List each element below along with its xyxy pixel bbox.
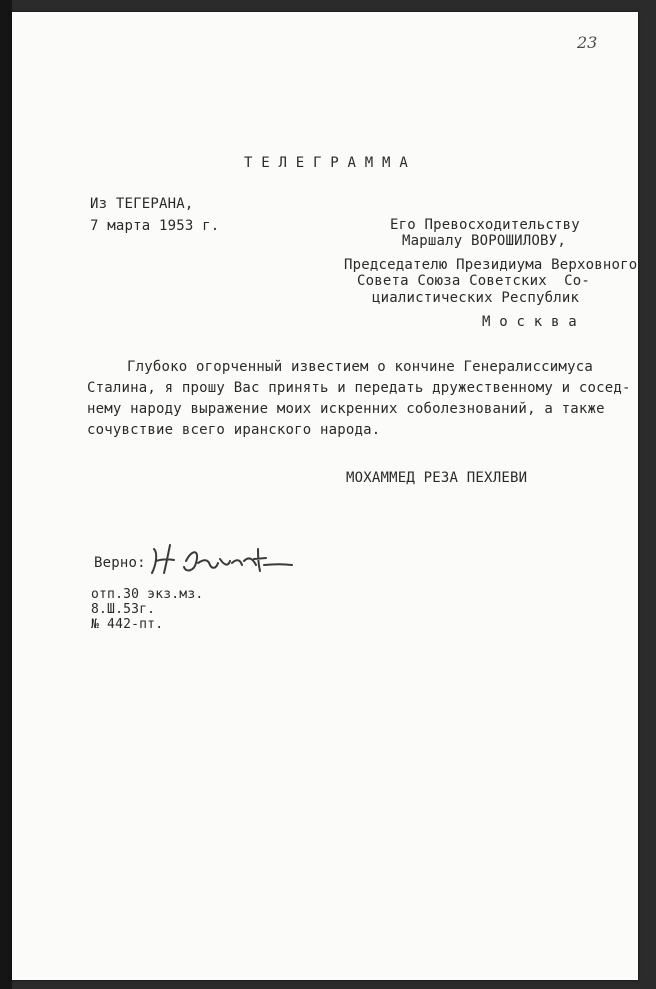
- footer-number: № 442-пт.: [91, 617, 164, 632]
- addressee-line-2: Маршалу ВОРОШИЛОВУ,: [402, 233, 566, 249]
- verification-label: Верно:: [94, 555, 146, 571]
- origin-date: 7 марта 1953 г.: [90, 218, 220, 234]
- telegram-document: [12, 12, 638, 980]
- origin-city: Из ТЕГЕРАНА,: [90, 196, 194, 212]
- body-line-4: сочувствие всего иранского народа.: [87, 422, 381, 438]
- sender-signature-name: МОХАММЕД РЕЗА ПЕХЛЕВИ: [346, 470, 528, 486]
- addressee-line-4: Совета Союза Советских Со-: [357, 273, 590, 289]
- handwritten-signature: [146, 539, 296, 577]
- addressee-city: М о с к в а: [482, 314, 577, 330]
- page-number: 23: [577, 33, 598, 52]
- addressee-line-3: Председателю Президиума Верховного: [344, 257, 638, 273]
- addressee-line-1: Его Превосходительству: [390, 217, 580, 233]
- body-line-1: Глубоко огорченный известием о кончине Генералиссимуса: [127, 359, 593, 375]
- footer-date: 8.Ш.53г.: [91, 602, 156, 617]
- footer-copies: отп.30 экз.мз.: [91, 587, 204, 602]
- document-title: Т Е Л Е Г Р А М М А: [244, 155, 408, 171]
- body-line-2: Сталина, я прошу Вас принять и передать дружественному и сосед-: [87, 380, 631, 396]
- scan-edge: [0, 0, 12, 989]
- body-line-3: нему народу выражение моих искренних соболезнований, а также: [87, 401, 605, 417]
- addressee-line-5: циалистических Республик: [372, 290, 580, 306]
